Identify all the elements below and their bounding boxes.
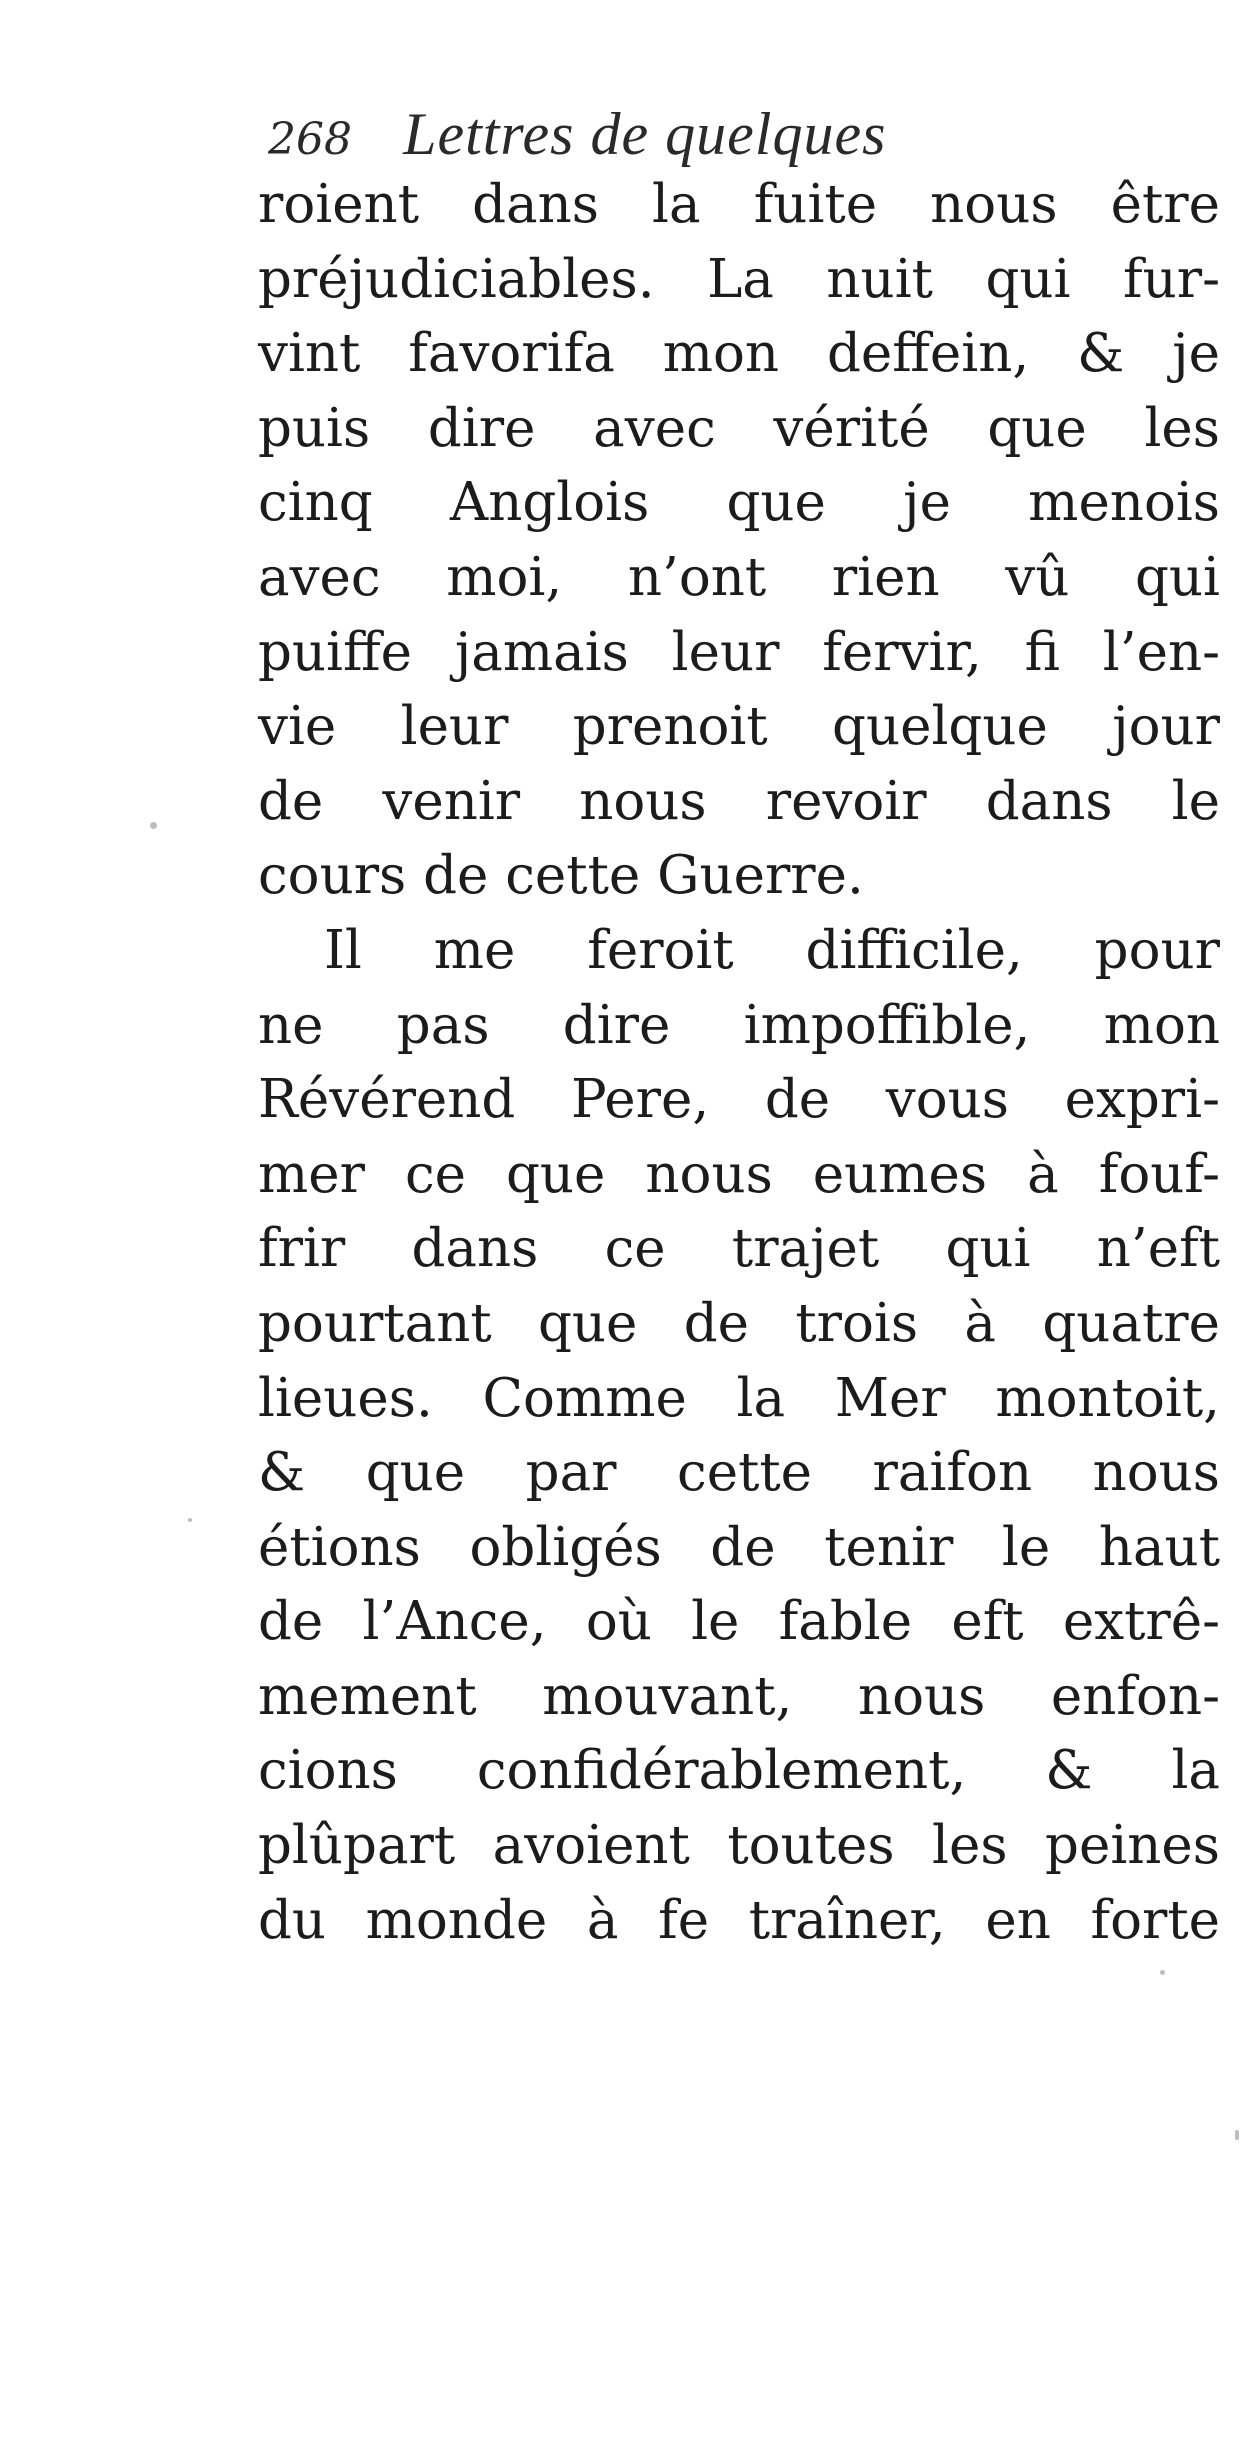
text-line: cours de cette Guerre. bbox=[258, 845, 864, 907]
paper-speck bbox=[188, 1518, 192, 1522]
text-line: lieues. Comme la Mer montoit, bbox=[258, 1367, 1220, 1429]
text-line: du monde à fe traîner, en forte bbox=[258, 1889, 1220, 1951]
paper-speck bbox=[1235, 2130, 1239, 2140]
paragraph-first-line: Il me feroit difficile, pour bbox=[324, 919, 1220, 981]
running-title: Lettres de quelques bbox=[403, 101, 887, 167]
text-line: cions confidérablement, & la bbox=[258, 1740, 1220, 1802]
text-line: cinq Anglois que je menois bbox=[258, 472, 1220, 534]
text-line: mement mouvant, nous enfon- bbox=[258, 1665, 1220, 1727]
text-line: pourtant que de trois à quatre bbox=[258, 1292, 1220, 1354]
text-line: de l’Ance, où le fable eft extrê- bbox=[258, 1591, 1220, 1653]
text-line: Révérend Pere, de vous expri- bbox=[258, 1069, 1220, 1131]
text-line: vint favorifa mon deffein, & je bbox=[258, 323, 1220, 385]
text-line: puis dire avec vérité que les bbox=[258, 397, 1220, 459]
text-line: & que par cette raifon nous bbox=[258, 1442, 1220, 1504]
text-line: vie leur prenoit quelque jour bbox=[258, 696, 1220, 758]
text-line: frir dans ce trajet qui n’eft bbox=[258, 1218, 1220, 1280]
paper-speck bbox=[150, 822, 157, 829]
body-text bbox=[258, 168, 1220, 1958]
text-line: de venir nous revoir dans le bbox=[258, 770, 1220, 832]
page-number: 268 bbox=[268, 114, 352, 165]
paper-speck bbox=[1160, 1970, 1165, 1975]
text-line: plûpart avoient toutes les peines bbox=[258, 1815, 1220, 1877]
text-line: roient dans la fuite nous être bbox=[258, 174, 1220, 235]
text-line: avec moi, n’ont rien vû qui bbox=[258, 546, 1220, 608]
text-line: ne pas dire impoffible, mon bbox=[258, 994, 1220, 1056]
text-line: étions obligés de tenir le haut bbox=[258, 1516, 1220, 1578]
text-line: mer ce que nous eumes à fouf- bbox=[258, 1143, 1220, 1205]
text-line: puiffe jamais leur fervir, fi l’en- bbox=[258, 621, 1220, 683]
text-line: préjudiciables. La nuit qui fur- bbox=[258, 248, 1220, 310]
